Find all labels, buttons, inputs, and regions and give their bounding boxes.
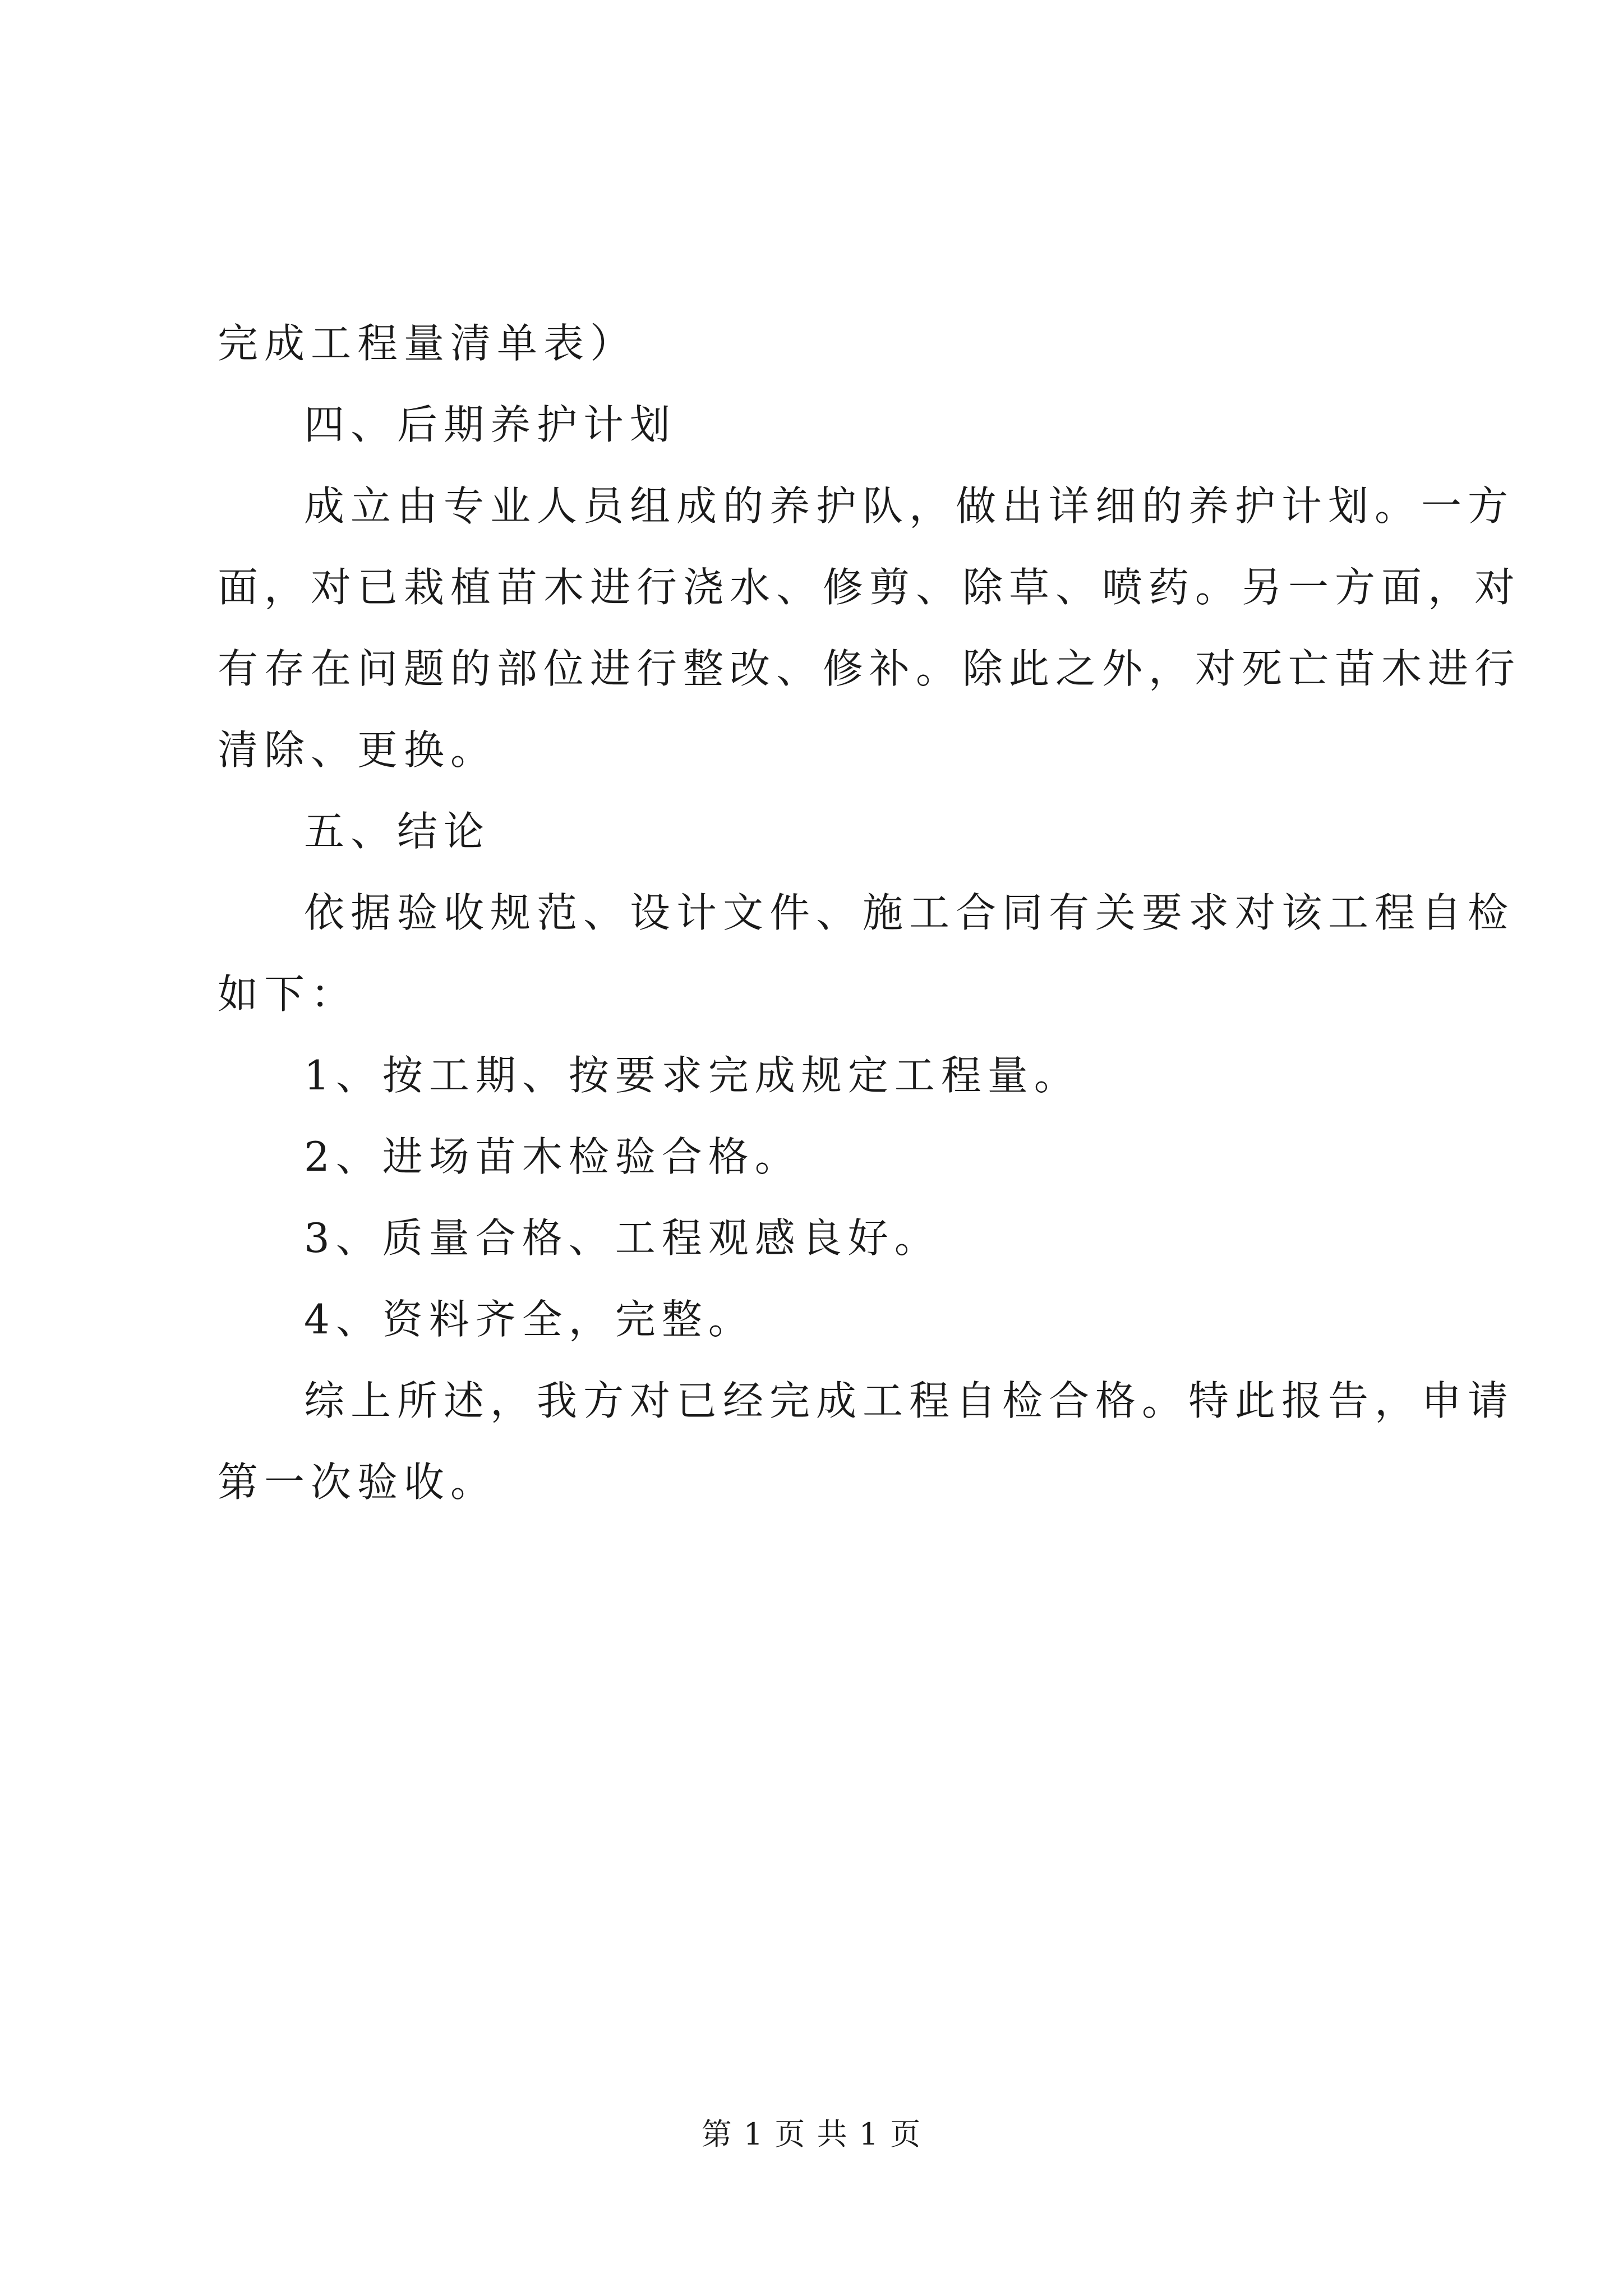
section-heading-conclusion: 五、结论 — [304, 808, 491, 855]
document-body — [218, 303, 1521, 1523]
section-heading-maintenance-plan: 四、后期养护计划 — [304, 401, 677, 448]
text-line: 成立由专业人员组成的养护队，做出详细的养护计划。一方 — [304, 482, 1515, 530]
text-line: 完成工程量清单表） — [218, 320, 637, 367]
text-line: 清除、更换。 — [218, 726, 497, 774]
list-item: 1、按工期、按要求完成规定工程量。 — [304, 1052, 1081, 1099]
list-item: 2、进场苗木检验合格。 — [304, 1133, 801, 1180]
text-line: 如下： — [218, 970, 358, 1018]
text-line: 依据验收规范、设计文件、施工合同有关要求对该工程自检 — [304, 889, 1515, 936]
page-number-footer: 第 1 页 共 1 页 — [701, 2116, 922, 2152]
list-item: 3、质量合格、工程观感良好。 — [304, 1214, 941, 1262]
text-line: 综上所述，我方对已经完成工程自检合格。特此报告，申请 — [304, 1377, 1515, 1424]
list-item: 4、资料齐全，完整。 — [304, 1296, 755, 1343]
text-line: 面，对已栽植苗木进行浇水、修剪、除草、喷药。另一方面，对 — [218, 564, 1521, 611]
text-line: 有存在问题的部位进行整改、修补。除此之外，对死亡苗木进行 — [218, 645, 1521, 692]
text-line: 第一次验收。 — [218, 1458, 497, 1506]
